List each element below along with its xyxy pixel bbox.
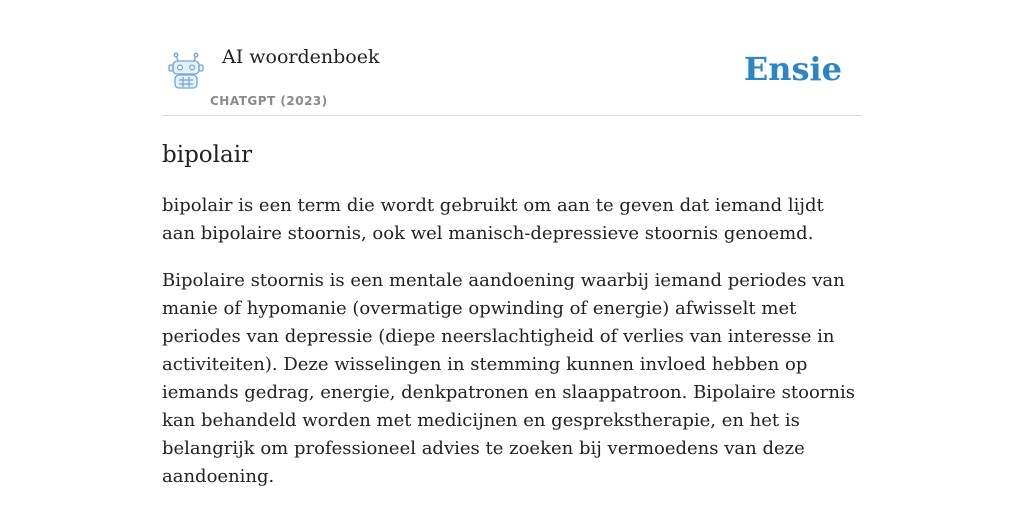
entry-paragraph: bipolair is een term die wordt gebruikt om aan te geven dat iemand lijdt aan bipolaire stoornis, ook wel manisch-depressieve stoornis genoemd. [162,195,824,244]
dictionary-source: CHATGPT (2023) [210,94,328,108]
robot-icon [166,52,206,90]
entry-term: bipolair [162,142,253,168]
entry-paragraph: Bipolaire stoornis is een mentale aandoening waarbij iemand periodes van manie of hypomanie (overmatige opwinding of energie) afwisselt met periodes van depressie (diepe neerslachtigheid of verlies van interesse in activiteiten). Deze wisselingen in stemming kunnen invloed hebben op iemands gedrag, energie, denkpatronen en slaappatroon. Bipolaire stoornis kan behandeld worden met medicijnen en gesprekstherapie, en het is belangrijk om professioneel advies te zoeken bij vermoedens van deze aandoening. [162,270,855,487]
dictionary-header [162,40,862,116]
dictionary-title[interactable]: AI woordenboek [222,46,380,68]
dictionary-entry-card [162,40,862,491]
brand-logo[interactable]: Ensie [743,50,842,88]
